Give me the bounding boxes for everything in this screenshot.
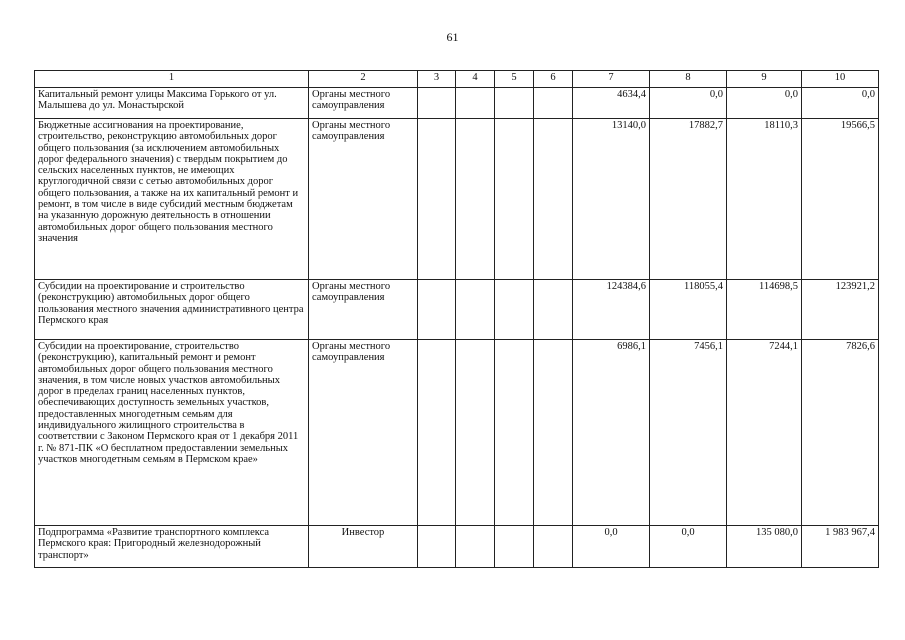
table-cell: [495, 88, 534, 119]
table-cell: [534, 119, 573, 280]
table-cell: [534, 526, 573, 568]
page-number: 61: [446, 30, 459, 44]
table-cell: [534, 280, 573, 340]
table-row: [35, 526, 879, 568]
table-cell: [534, 88, 573, 119]
column-header: 5: [495, 71, 534, 88]
value-cell: 1 983 967,4: [802, 526, 879, 568]
value-cell: 4634,4: [573, 88, 650, 119]
value-cell: 18110,3: [727, 119, 802, 280]
value-cell: 135 080,0: [727, 526, 802, 568]
table-row: [35, 119, 879, 280]
column-header: 7: [573, 71, 650, 88]
table-cell: [495, 526, 534, 568]
row-description: Субсидии на проектирование, строительство (реконструкцию), капитальный ремонт и ремонт автомобильных дорог общего пользования местного значения, в том числе новых участков автомобильных дорог в пределах границ населенных пунктов, обеспечивающих доступность земельных участков, предоставленных многодетным семьям для индивидуального жилищного строительства в соответствии с Законом Пермского края от 1 декабря 2011 г. № 871-ПК «О бесплатном предоставлении земельных участков многодетным семьям в Пермском крае»: [35, 340, 309, 526]
row-executor: Инвестор: [309, 526, 418, 568]
table-row: [35, 280, 879, 340]
table-cell: [456, 280, 495, 340]
table-cell: [495, 280, 534, 340]
value-cell: 0,0: [650, 526, 727, 568]
table-cell: [418, 88, 456, 119]
value-cell: 19566,5: [802, 119, 879, 280]
column-header: 3: [418, 71, 456, 88]
value-cell: 0,0: [727, 88, 802, 119]
table-cell: [456, 88, 495, 119]
column-header: 10: [802, 71, 879, 88]
column-header: 1: [35, 71, 309, 88]
table-cell: [418, 280, 456, 340]
column-header: 6: [534, 71, 573, 88]
table-row: [35, 88, 879, 119]
row-description: Подпрограмма «Развитие транспортного комплекса Пермского края: Пригородный железнодорожный транспорт»: [35, 526, 309, 568]
column-header: 4: [456, 71, 495, 88]
value-cell: 0,0: [650, 88, 727, 119]
value-cell: 7826,6: [802, 340, 879, 526]
table-cell: [495, 119, 534, 280]
column-header: 8: [650, 71, 727, 88]
value-cell: 7456,1: [650, 340, 727, 526]
header-row: [35, 71, 879, 88]
table-cell: [456, 119, 495, 280]
column-header: 9: [727, 71, 802, 88]
value-cell: 13140,0: [573, 119, 650, 280]
value-cell: 114698,5: [727, 280, 802, 340]
value-cell: 6986,1: [573, 340, 650, 526]
row-description: Бюджетные ассигнования на проектирование, строительство, реконструкцию автомобильных дорог общего пользования (за исключением автомобильных дорог федерального значения) с твердым покрытием до сельских населенных пунктов, не имеющих круглогодичной связи с сетью автомобильных дорог общего пользования, а также на их капитальный ремонт и ремонт, в том числе в виде субсидий местным бюджетам на указанную дорожную деятельность в отношении автомобильных дорог общего пользования местного значения: [35, 119, 309, 280]
budget-table: [34, 70, 879, 568]
row-executor: Органы местного самоуправления: [309, 340, 418, 526]
value-cell: 118055,4: [650, 280, 727, 340]
value-cell: 0,0: [802, 88, 879, 119]
value-cell: 0,0: [573, 526, 650, 568]
table-cell: [495, 340, 534, 526]
table-row: [35, 340, 879, 526]
table-cell: [456, 526, 495, 568]
row-description: Капитальный ремонт улицы Максима Горького от ул. Малышева до ул. Монастырской: [35, 88, 309, 119]
row-executor: Органы местного самоуправления: [309, 88, 418, 119]
table-cell: [456, 340, 495, 526]
table-cell: [418, 340, 456, 526]
row-description: Субсидии на проектирование и строительство (реконструкцию) автомобильных дорог общего пользования местного значения административного центра Пермского края: [35, 280, 309, 340]
row-executor: Органы местного самоуправления: [309, 119, 418, 280]
row-executor: Органы местного самоуправления: [309, 280, 418, 340]
value-cell: 7244,1: [727, 340, 802, 526]
table-cell: [534, 340, 573, 526]
value-cell: 124384,6: [573, 280, 650, 340]
value-cell: 123921,2: [802, 280, 879, 340]
column-header: 2: [309, 71, 418, 88]
table-cell: [418, 119, 456, 280]
table-cell: [418, 526, 456, 568]
value-cell: 17882,7: [650, 119, 727, 280]
